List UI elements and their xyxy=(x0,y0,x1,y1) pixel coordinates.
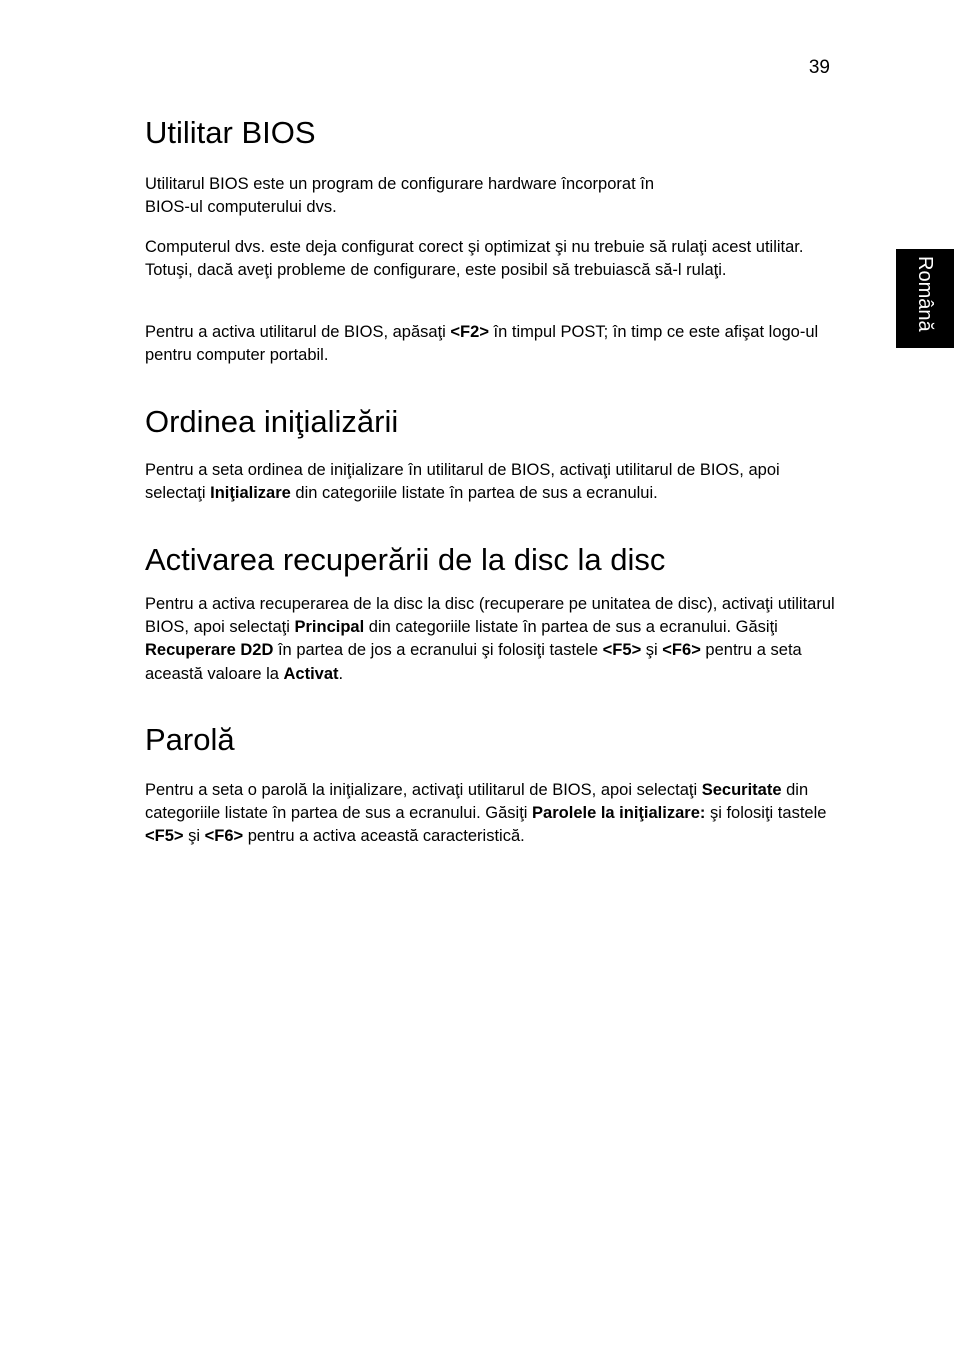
text-run: Pentru a seta ordinea de iniţializare în utilitarul de BIOS, activaţi utilitarul de BIOS, apoi selectaţi xyxy=(145,461,780,503)
bold-term: Principal xyxy=(294,618,365,637)
text-run: Computerul dvs. este deja configurat corect şi optimizat şi nu trebuie să rulaţi acest utilitar. Totuşi, dacă aveţi probleme de configurare, este posibil să trebuiască să-l rulaţi. xyxy=(145,238,804,280)
bold-term: Activat xyxy=(283,664,339,683)
text-run: în timpul POST; în timp ce este afişat logo-ul pentru computer portabil. xyxy=(145,323,819,365)
section-title-disk-recovery: Activarea recuperării de la disc la disc xyxy=(145,542,666,577)
bold-term: Parolele la iniţializare: xyxy=(532,804,706,823)
text-run: şi xyxy=(183,827,205,846)
text-run: în partea de jos a ecranului şi folosiţi tastele xyxy=(273,641,603,660)
bold-term: Iniţializare xyxy=(210,484,291,503)
text-run: şi folosiţi tastele xyxy=(705,804,827,823)
text-run: din categoriile listate în partea de sus a ecranului. xyxy=(290,484,658,503)
text-run: Utilitarul BIOS este un program de configurare hardware încorporat în xyxy=(145,175,655,193)
bold-term: <F6> xyxy=(662,641,701,660)
bold-term: <F6> xyxy=(204,827,244,846)
section-paragraph xyxy=(145,459,835,505)
text-run: pentru a activa această caracteristică. xyxy=(243,827,525,846)
page-number: 39 xyxy=(808,57,830,78)
text-run: din categoriile listate în partea de sus a ecranului. Găsiţi xyxy=(145,781,809,823)
text-run: Pentru a activa recuperarea de la disc la disc (recuperare pe unitatea de disc), activaţi utilitarul BIOS, apoi selectaţi xyxy=(145,595,835,637)
section-paragraph xyxy=(145,593,835,686)
bold-term: <F5> xyxy=(145,827,184,846)
text-run: din categoriile listate în partea de sus a ecranului. Găsiţi xyxy=(364,618,778,637)
bold-term: Securitate xyxy=(701,781,782,799)
section-title-boot-sequence: Ordinea iniţializării xyxy=(145,404,399,439)
text-run: . xyxy=(338,664,344,683)
bold-term: Recuperare D2D xyxy=(145,641,274,660)
text-run: BIOS-ul computerului dvs. xyxy=(145,198,337,217)
section-paragraph xyxy=(145,321,835,367)
section-paragraph xyxy=(145,173,835,219)
section-title-password: Parolă xyxy=(145,722,235,757)
text-run: Pentru a activa utilitarul de BIOS, apăsaţi xyxy=(145,323,451,341)
section-paragraph xyxy=(145,236,835,282)
bold-term: <F5> xyxy=(602,641,642,660)
section-paragraph xyxy=(145,779,835,849)
text-run: şi xyxy=(641,641,663,660)
bold-term: <F2> xyxy=(450,323,489,341)
text-run: Pentru a seta o parolă la iniţializare, activaţi utilitarul de BIOS, apoi selectaţi xyxy=(145,781,702,799)
language-tab xyxy=(896,249,954,348)
text-run: pentru a seta această valoare la xyxy=(145,641,802,683)
language-tab-label: Română xyxy=(914,256,936,332)
section-title-bios-utility: Utilitar BIOS xyxy=(145,115,316,150)
